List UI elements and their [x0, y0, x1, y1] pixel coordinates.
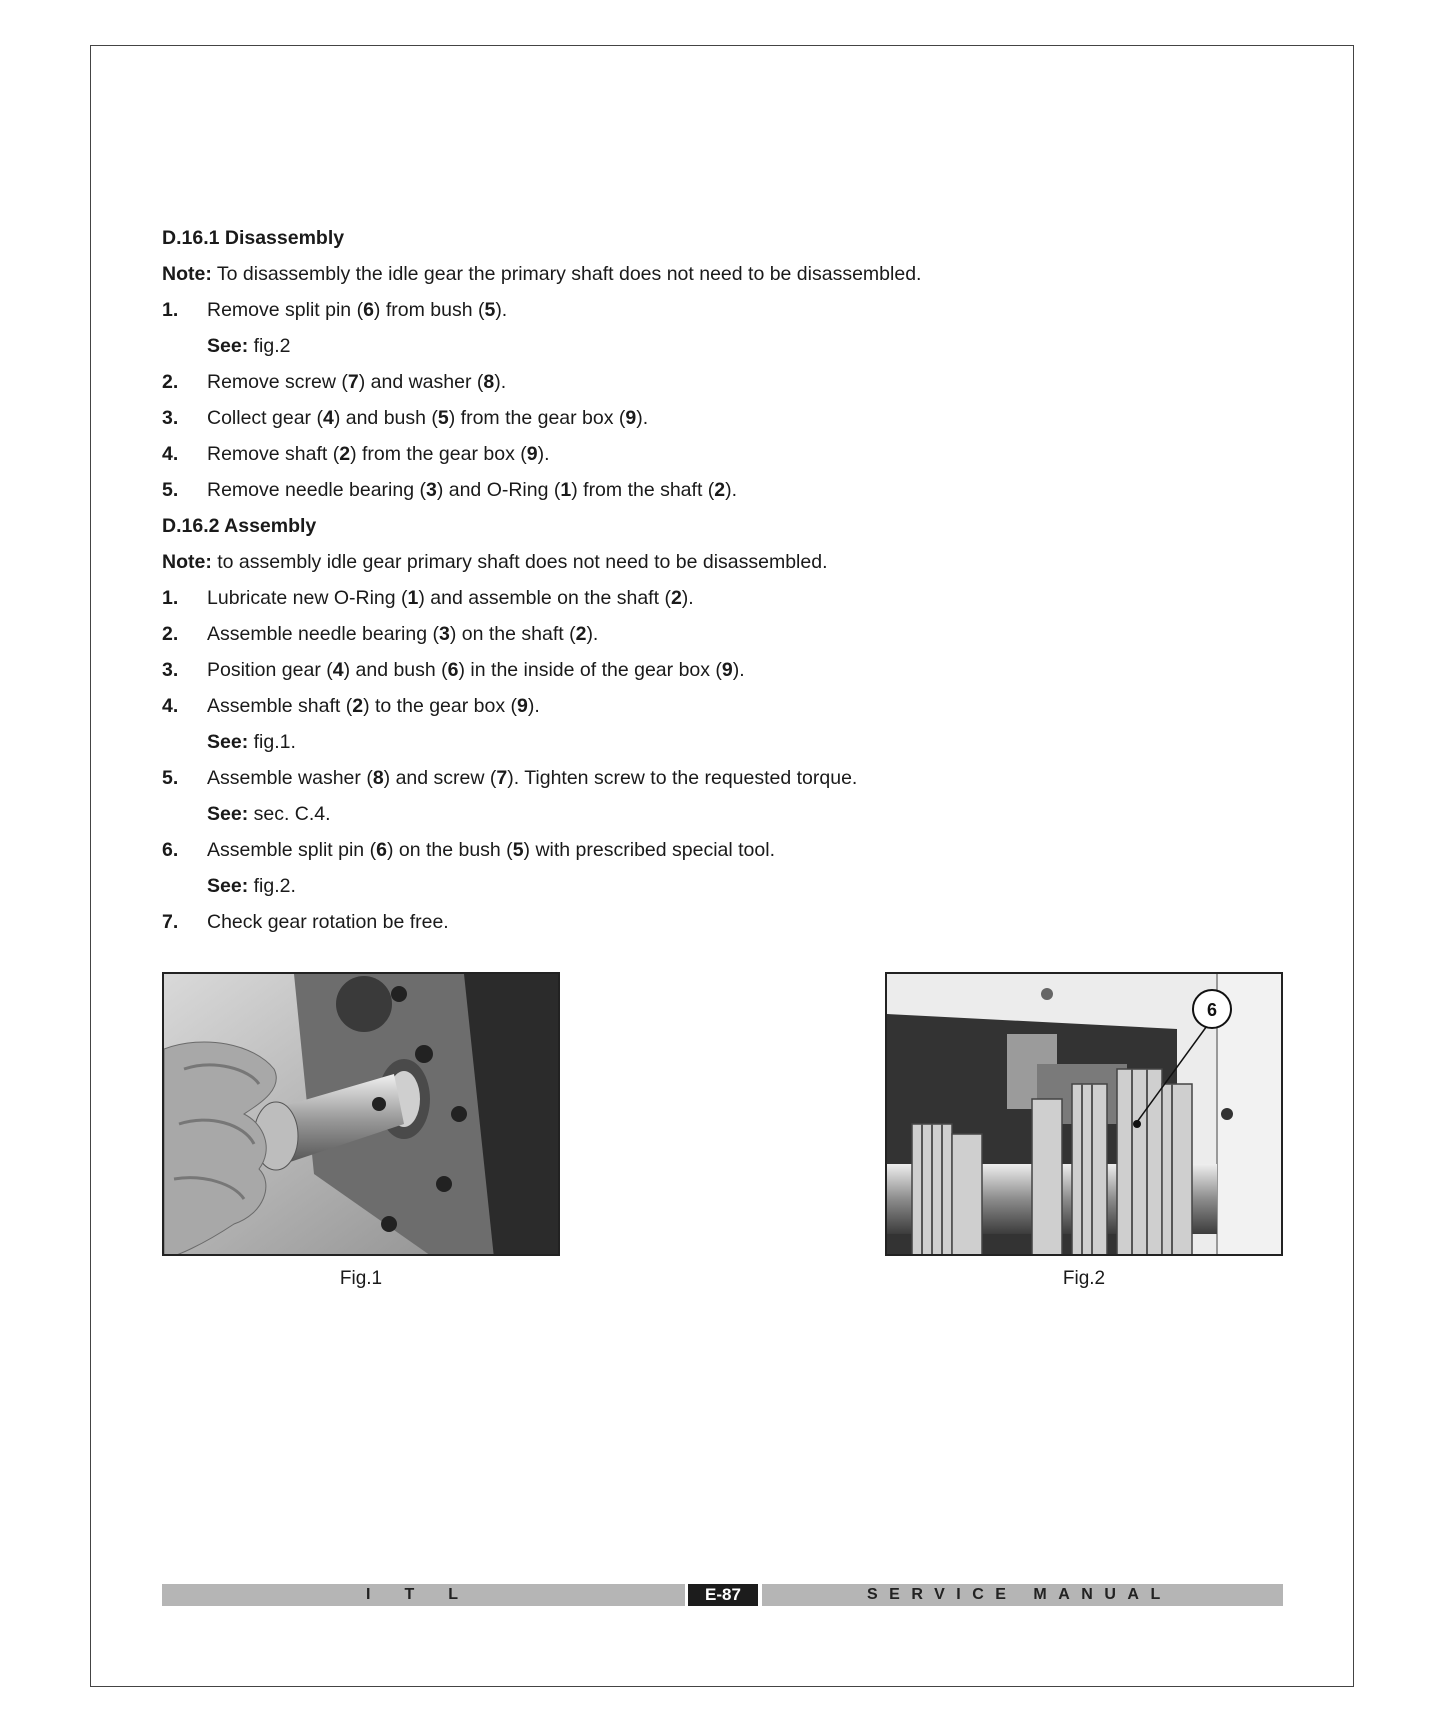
step: 5. Remove needle bearing (3) and O-Ring (1) from the shaft (2).	[162, 479, 738, 501]
see-reference: See: fig.2	[207, 335, 291, 357]
step: 2. Assemble needle bearing (3) on the shaft (2).	[162, 623, 599, 645]
figure-2-caption: Fig.2	[1062, 1268, 1106, 1289]
step: 4. Remove shaft (2) from the gear box (9).	[162, 443, 550, 465]
figure-1-photo	[162, 972, 560, 1256]
step: 2. Remove screw (7) and washer (8).	[162, 371, 507, 393]
step: 3. Collect gear (4) and bush (5) from the gear box (9).	[162, 407, 649, 429]
footer-brand: ITL	[366, 1586, 492, 1603]
document-body	[162, 222, 1282, 942]
step: 1. Remove split pin (6) from bush (5).	[162, 299, 508, 321]
footer-bar-left	[162, 1584, 685, 1606]
step: 1. Lubricate new O-Ring (1) and assemble on the shaft (2).	[162, 587, 694, 609]
footer-manual-title: SERVICE MANUAL	[867, 1586, 1172, 1603]
page-footer	[162, 1584, 1283, 1606]
figure-1-caption: Fig.1	[339, 1268, 383, 1289]
step: 7. Check gear rotation be free.	[162, 911, 449, 933]
section-heading-disassembly: D.16.1 Disassembly	[162, 227, 345, 249]
footer-bar-right	[762, 1584, 1283, 1606]
figure-2-photo	[885, 972, 1283, 1256]
note-assembly: Note: to assembly idle gear primary shaft does not need to be disassembled.	[162, 551, 828, 573]
note-disassembly: Note: To disassembly the idle gear the primary shaft does not need to be disassembled.	[162, 263, 922, 285]
see-reference: See: sec. C.4.	[207, 803, 331, 825]
see-reference: See: fig.2.	[207, 875, 296, 897]
step: 3. Position gear (4) and bush (6) in the inside of the gear box (9).	[162, 659, 745, 681]
step: 5. Assemble washer (8) and screw (7). Tighten screw to the requested torque.	[162, 767, 858, 789]
see-reference: See: fig.1.	[207, 731, 296, 753]
step: 6. Assemble split pin (6) on the bush (5) with prescribed special tool.	[162, 839, 775, 861]
page-number: E-87	[688, 1584, 758, 1606]
section-heading-assembly: D.16.2 Assembly	[162, 515, 317, 537]
step: 4. Assemble shaft (2) to the gear box (9).	[162, 695, 540, 717]
callout-6: 6	[1206, 1000, 1218, 1020]
